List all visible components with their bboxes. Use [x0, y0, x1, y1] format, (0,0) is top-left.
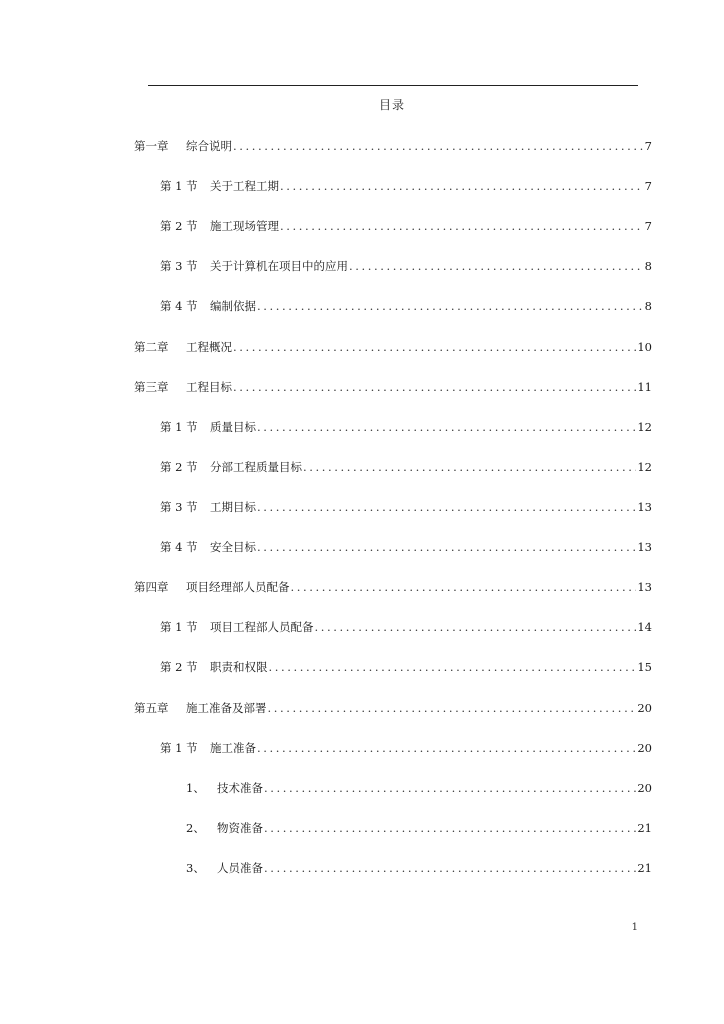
- toc-entry-number: 第 1 节: [160, 420, 198, 434]
- toc-entry-number: 第 2 节: [160, 460, 198, 474]
- toc-entry-section[interactable]: [160, 539, 652, 555]
- toc-entry-number: 第一章: [134, 139, 169, 153]
- toc-entry-text: 工程目标: [186, 380, 232, 394]
- toc-entry-number: 第 1 节: [160, 620, 198, 634]
- toc-entry-chapter-5[interactable]: [134, 700, 652, 716]
- toc-entry-page: 8: [644, 299, 652, 313]
- toc-entry-page: 12: [637, 460, 652, 474]
- toc-entry-text: 项目经理部人员配备: [186, 580, 290, 594]
- toc-entry-number: 第二章: [134, 340, 169, 354]
- toc-entry-section[interactable]: [160, 218, 652, 234]
- toc-entry-number: 第 1 节: [160, 741, 198, 755]
- toc-entry-page: 21: [637, 821, 652, 835]
- toc-entry-text: 关于计算机在项目中的应用: [210, 259, 348, 273]
- toc-entry-number: 2、: [186, 821, 205, 835]
- toc-entry-section[interactable]: [160, 740, 652, 756]
- toc-entry-number: 第五章: [134, 701, 169, 715]
- toc-entry-number: 第 4 节: [160, 540, 198, 554]
- toc-entry-item[interactable]: [186, 780, 652, 796]
- toc-leader-dots: [233, 339, 636, 355]
- toc-entry-number: 第 3 节: [160, 259, 198, 273]
- toc-entry-page: 10: [637, 340, 652, 354]
- toc-entry-page: 7: [644, 219, 652, 233]
- toc-entry-text: 综合说明: [186, 139, 232, 153]
- toc-entry-page: 15: [637, 660, 652, 674]
- toc-leader-dots: [257, 499, 636, 515]
- toc-entry-number: 第三章: [134, 380, 169, 394]
- toc-entry-text: 分部工程质量目标: [210, 460, 302, 474]
- toc-entry-page: 21: [637, 861, 652, 875]
- toc-leader-dots: [264, 860, 636, 876]
- toc-leader-dots: [268, 700, 637, 716]
- toc-entry-item[interactable]: [186, 820, 652, 836]
- toc-entry-text: 施工准备及部署: [186, 701, 267, 715]
- toc-entry-text: 关于工程工期: [210, 179, 279, 193]
- toc-entry-page: 13: [637, 540, 652, 554]
- toc-entry-text: 质量目标: [210, 420, 256, 434]
- toc-entry-text: 工程概况: [186, 340, 232, 354]
- toc-entry-number: 第 2 节: [160, 660, 198, 674]
- toc-entry-section[interactable]: [160, 178, 652, 194]
- toc-entry-page: 11: [637, 380, 652, 394]
- toc-entry-number: 第 3 节: [160, 500, 198, 514]
- toc-entry-text: 施工准备: [210, 741, 256, 755]
- toc-entry-page: 13: [637, 500, 652, 514]
- toc-leader-dots: [257, 298, 643, 314]
- toc-leader-dots: [315, 619, 637, 635]
- toc-entry-number: 第 2 节: [160, 219, 198, 233]
- toc-leader-dots: [264, 780, 636, 796]
- toc-entry-section[interactable]: [160, 298, 652, 314]
- toc-entry-page: 13: [637, 580, 652, 594]
- toc-entry-text: 工期目标: [210, 500, 256, 514]
- toc-entry-number: 第四章: [134, 580, 169, 594]
- toc-entry-page: 20: [637, 781, 652, 795]
- toc-entry-page: 7: [644, 179, 652, 193]
- toc-entry-text: 物资准备: [217, 821, 263, 835]
- toc-entry-page: 20: [637, 741, 652, 755]
- toc-leader-dots: [269, 659, 637, 675]
- toc-entry-chapter-4[interactable]: [134, 579, 652, 595]
- toc-entry-section[interactable]: [160, 419, 652, 435]
- toc-entry-page: 12: [637, 420, 652, 434]
- toc-leader-dots: [291, 579, 637, 595]
- toc-entry-page: 14: [637, 620, 652, 634]
- toc-entry-section[interactable]: [160, 459, 652, 475]
- toc-entry-page: 7: [644, 139, 652, 153]
- toc-leader-dots: [264, 820, 636, 836]
- toc-entry-section[interactable]: [160, 659, 652, 675]
- toc-entry-number: 3、: [186, 861, 205, 875]
- toc-entry-number: 第 4 节: [160, 299, 198, 313]
- toc-entry-item[interactable]: [186, 860, 652, 876]
- toc-entry-chapter-1[interactable]: [134, 138, 652, 154]
- toc-entry-text: 编制依据: [210, 299, 256, 313]
- toc-leader-dots: [233, 138, 643, 154]
- toc-entry-chapter-2[interactable]: [134, 339, 652, 355]
- toc-entry-page: 8: [644, 259, 652, 273]
- toc-entry-page: 20: [637, 701, 652, 715]
- toc-entry-text: 技术准备: [217, 781, 263, 795]
- toc-entry-section[interactable]: [160, 619, 652, 635]
- toc-entry-number: 第 1 节: [160, 179, 198, 193]
- toc-leader-dots: [233, 379, 636, 395]
- toc-entry-text: 安全目标: [210, 540, 256, 554]
- toc-entry-section[interactable]: [160, 499, 652, 515]
- toc-entry-section[interactable]: [160, 258, 652, 274]
- toc-title: 目录: [378, 98, 405, 112]
- toc-leader-dots: [280, 218, 643, 234]
- toc-entry-text: 施工现场管理: [210, 219, 279, 233]
- toc-leader-dots: [257, 539, 636, 555]
- toc-entry-number: 1、: [186, 781, 205, 795]
- toc-entry-text: 人员准备: [217, 861, 263, 875]
- toc-leader-dots: [280, 178, 643, 194]
- toc-entry-text: 职责和权限: [210, 660, 268, 674]
- toc-entry-text: 项目工程部人员配备: [210, 620, 314, 634]
- page-number: 1: [631, 922, 638, 933]
- toc-leader-dots: [303, 459, 636, 475]
- toc-entry-chapter-3[interactable]: [134, 379, 652, 395]
- toc-leader-dots: [257, 419, 636, 435]
- toc-leader-dots: [349, 258, 643, 274]
- toc-leader-dots: [257, 740, 636, 756]
